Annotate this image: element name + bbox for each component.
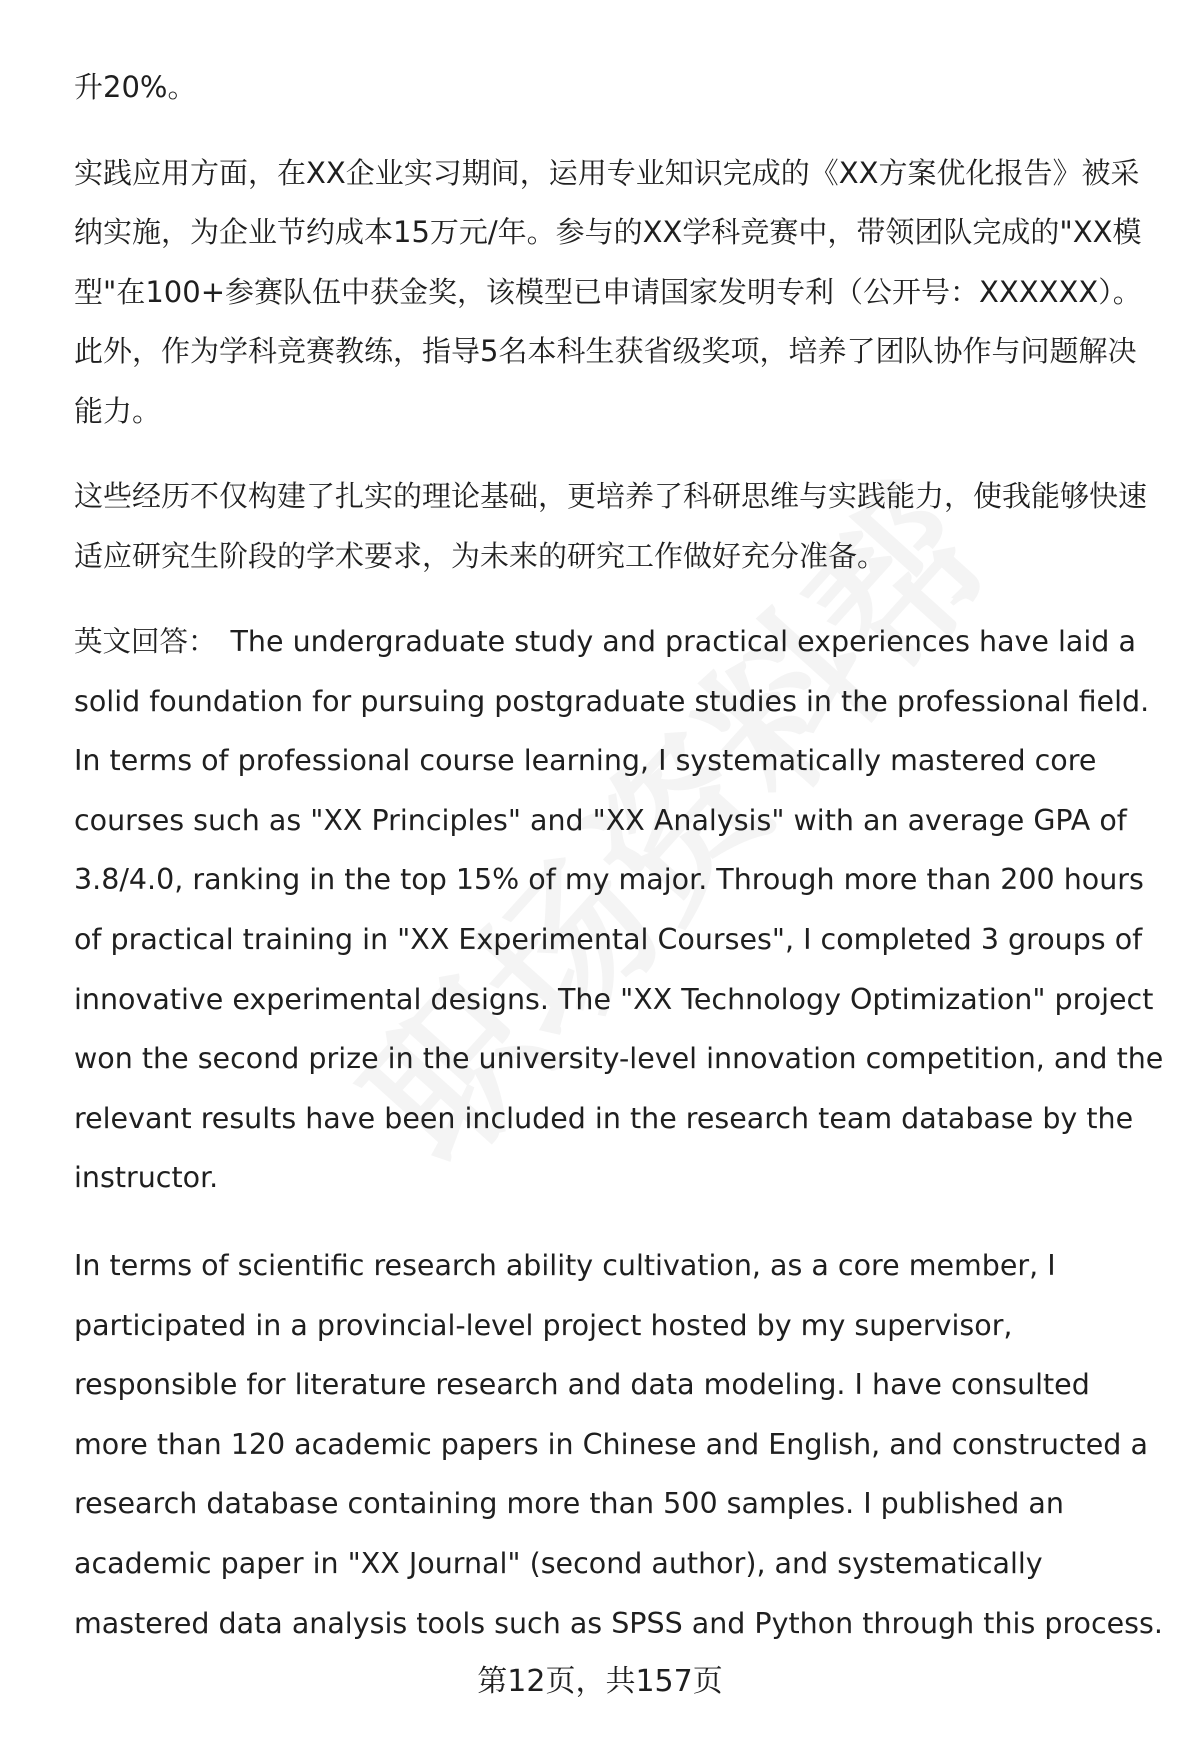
page-number-footer: 第12页，共157页 <box>477 1664 723 1699</box>
paragraph-practical-application: 实践应用方面，在XX企业实习期间，运用专业知识完成的《XX方案优化报告》被采纳实施，为企业节约成本15万元/年。参与的XX学科竞赛中，带领团队完成的"XX模型"在100+参赛队伍中获金奖，该模型已申请国家发明专利（公开号：XXXXXX）。此外，作为学科竞赛教练，指导5名本科生获省级奖项，培养了团队协作与问题解决能力。 <box>74 155 1142 428</box>
paragraph-research-ability: In terms of scientific research ability cultivation, as a core member, I participated in a provincial-level project hosted by my supervisor, responsible for literature research and data modeling. I have consulted more than 120 academic papers in Chinese and English, and constructed a research database containing more than 500 samples. I published an academic paper in "XX Journal" (second author), and systematically mastered data analysis tools such as SPSS and Python through this process. <box>74 1248 1163 1640</box>
paragraph-continuation: 升20%。 <box>74 70 197 104</box>
document-body <box>74 58 1164 1653</box>
paragraph-summary: 这些经历不仅构建了扎实的理论基础，更培养了科研思维与实践能力，使我能够快速适应研究生阶段的学术要求，为未来的研究工作做好充分准备。 <box>74 479 1148 573</box>
english-answer-text: The undergraduate study and practical experiences have laid a solid foundation for pursuing postgraduate studies in the professional field. In terms of professional course learning, I systematically mastered core courses such as "XX Principles" and "XX Analysis" with an average GPA of 3.8/4.0, ranking in the top 15% of my major. Through more than 200 hours of practical training in "XX Experimental Courses", I completed 3 groups of innovative experimental designs. The "XX Technology Optimization" project won the second prize in the university-level innovation competition, and the relevant results have been included in the research team database by the instructor. <box>74 625 1164 1195</box>
english-answer-label: 英文回答： <box>74 625 217 658</box>
paragraph-english-answer <box>74 612 1164 1208</box>
